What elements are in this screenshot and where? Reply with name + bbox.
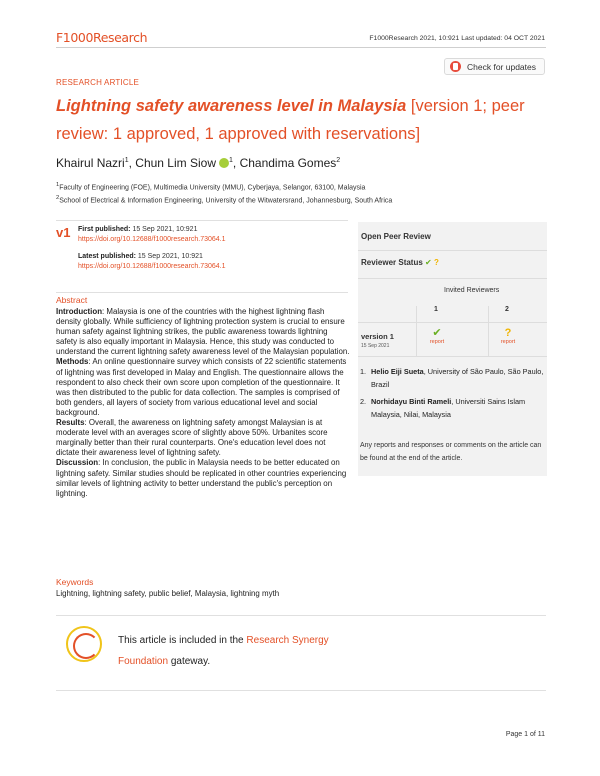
section-text: : An online questionnaire survey which consists of 22 scientific statements of lightning was first developed in Malay and English. The questionnaire allows the respondent to also check their own score upon completion of the questionnaire. It was then distributed to the public for data collection. The samples is comprised of both genders, all layers of society from various educational level and social background. [56,357,347,417]
invited-reviewers-label: Invited Reviewers [444,287,500,294]
abstract-section [56,418,350,458]
abstract-divider [56,292,348,293]
reviewer-affil: , Universiti Sains Islam Malaysia, Nilai, Malaysia [371,397,526,419]
author-sup: 1 [228,157,233,164]
gateway-suffix: gateway. [168,656,211,667]
reviewer-name: Helio Eiji Sueta [371,367,424,376]
check-updates-label: Check for updates [467,61,536,72]
section-label: Introduction [56,307,103,316]
author-name[interactable]: Khairul Nazri [56,156,125,170]
citation-header: F1000Research 2021, 10:921 Last updated: 04 OCT 2021 [369,35,545,42]
report-1[interactable] [417,327,457,345]
publication-info [56,220,348,284]
abstract-body [56,307,350,499]
aff-text: School of Electrical & Information Engineering, University of the Witwatersrand, Johannesburg, South Africa [59,197,393,205]
section-label: Methods [56,357,89,367]
latest-published-label: Latest published: [78,253,136,260]
research-synergy-logo-icon [66,626,102,662]
affiliation [56,182,365,191]
reviewer-num: 1. [360,367,367,376]
section-text: : Malaysia is one of the countries with the highest lightning flash density globally. While sufficiency of lightning protection system is crucial to ensure human safety against lightning strikes, the public awareness towards lightning safety is also equally important in Malaysia. Hence, this study was conducted to understand the current lightning safety awareness level of the Malaysian population. [56,307,350,357]
report-link[interactable]: report [500,339,516,345]
report-2[interactable] [488,327,528,345]
reviewer-list [360,366,550,426]
author-name[interactable]: Chandima Gomes [239,156,337,170]
peer-review-heading: Open Peer Review [361,232,431,241]
keywords-heading: Keywords [56,577,94,587]
affiliation [56,195,392,204]
gateway-prefix: This article is included in the [118,635,247,646]
author-name[interactable]: Chun Lim Siow [135,156,216,170]
first-doi-link[interactable]: https://doi.org/10.12688/f1000research.73064.1 [78,236,226,243]
review-note: Any reports and responses or comments on the article can be found at the end of the article. [360,442,542,462]
aff-sup: 2 [56,195,60,201]
report-link[interactable]: report [429,339,445,345]
reviewer-col-2: 2 [505,306,509,313]
approved-icon: ✔ [425,258,432,267]
author-sup: 1 [124,157,129,164]
gateway-box [56,615,546,691]
gateway-text [118,630,378,672]
aff-text: Faculty of Engineering (FOE), Multimedia University (MMU), Cyberjaya, Selangor, 63100, Malaysia [59,184,366,192]
abstract-section [56,307,350,357]
reviewer-name: Norhidayu Binti Rameli [371,397,452,406]
reviewer-status-label: Reviewer Status [361,258,423,267]
first-published-label: First published: [78,226,131,233]
title-version: [version 1; peer review: 1 approved, 1 approved with reservations] [56,97,525,143]
latest-published-date: 15 Sep 2021, 10:921 [137,253,203,260]
section-label: Results [56,418,85,428]
version-badge: v1 [56,225,71,240]
title-main: Lightning safety awareness level in Malaysia [56,97,407,115]
reviewer-status [361,258,439,267]
reservations-icon: ? [433,258,439,267]
version-label: version 1 [361,332,394,341]
gateway-link[interactable]: Research Synergy Foundation [118,635,329,667]
section-text: : Overall, the awareness on lightning safety amongst Malaysian is at moderate level with an averages score of slightly above 50%. Urbanites score marginally better than their rural counterparts. One's education level does not dictate their awareness level of lightning safety. [56,418,328,458]
abstract-section [56,458,350,498]
check-updates-button[interactable] [444,58,545,75]
reviewer-item [360,396,550,421]
divider [358,278,547,279]
reviewer-col-1: 1 [434,306,438,313]
abstract-section [56,357,350,418]
abstract-heading: Abstract [56,295,88,305]
latest-doi-link[interactable]: https://doi.org/10.12688/f1000research.73064.1 [78,263,226,270]
reviewer-num: 2. [360,397,367,406]
page-number: Page 1 of 11 [505,731,545,738]
divider [358,322,547,323]
orcid-icon[interactable] [219,158,229,168]
first-published [78,225,226,245]
f1000-logo: F1000Research [56,30,148,45]
article-title [56,92,548,148]
author-sup: 2 [336,157,341,164]
version-date: 15 Sep 2021 [361,343,390,349]
aff-sup: 1 [56,182,60,188]
header-divider [56,47,546,48]
section-text: : In conclusion, the public in Malaysia needs to be better educated on lightning safety. Similar studies should be replicated in other countries experiencing similar levels of lightning activity to better understand the public's perception on lightning. [56,458,347,498]
latest-published [78,252,226,272]
bookmark-icon [450,61,461,72]
author-list: Khairul Nazri$^1$, Chun Lim Siow $^1$, Chandima Gomes$^2$ [56,156,341,170]
peer-review-panel [358,222,547,476]
approved-icon: ✔ [432,327,442,339]
article-type: RESEARCH ARTICLE [56,78,140,87]
reviewer-item [360,366,550,391]
keywords-text: Lightning, lightning safety, public belief, Malaysia, lightning myth [56,589,280,598]
reviewer-affil: , University of São Paulo, São Paulo, Brazil [371,367,544,389]
first-published-date: 15 Sep 2021, 10:921 [132,226,198,233]
reservations-icon: ? [504,327,512,339]
divider [358,250,547,251]
section-label: Discussion [56,458,99,468]
divider [358,356,547,357]
